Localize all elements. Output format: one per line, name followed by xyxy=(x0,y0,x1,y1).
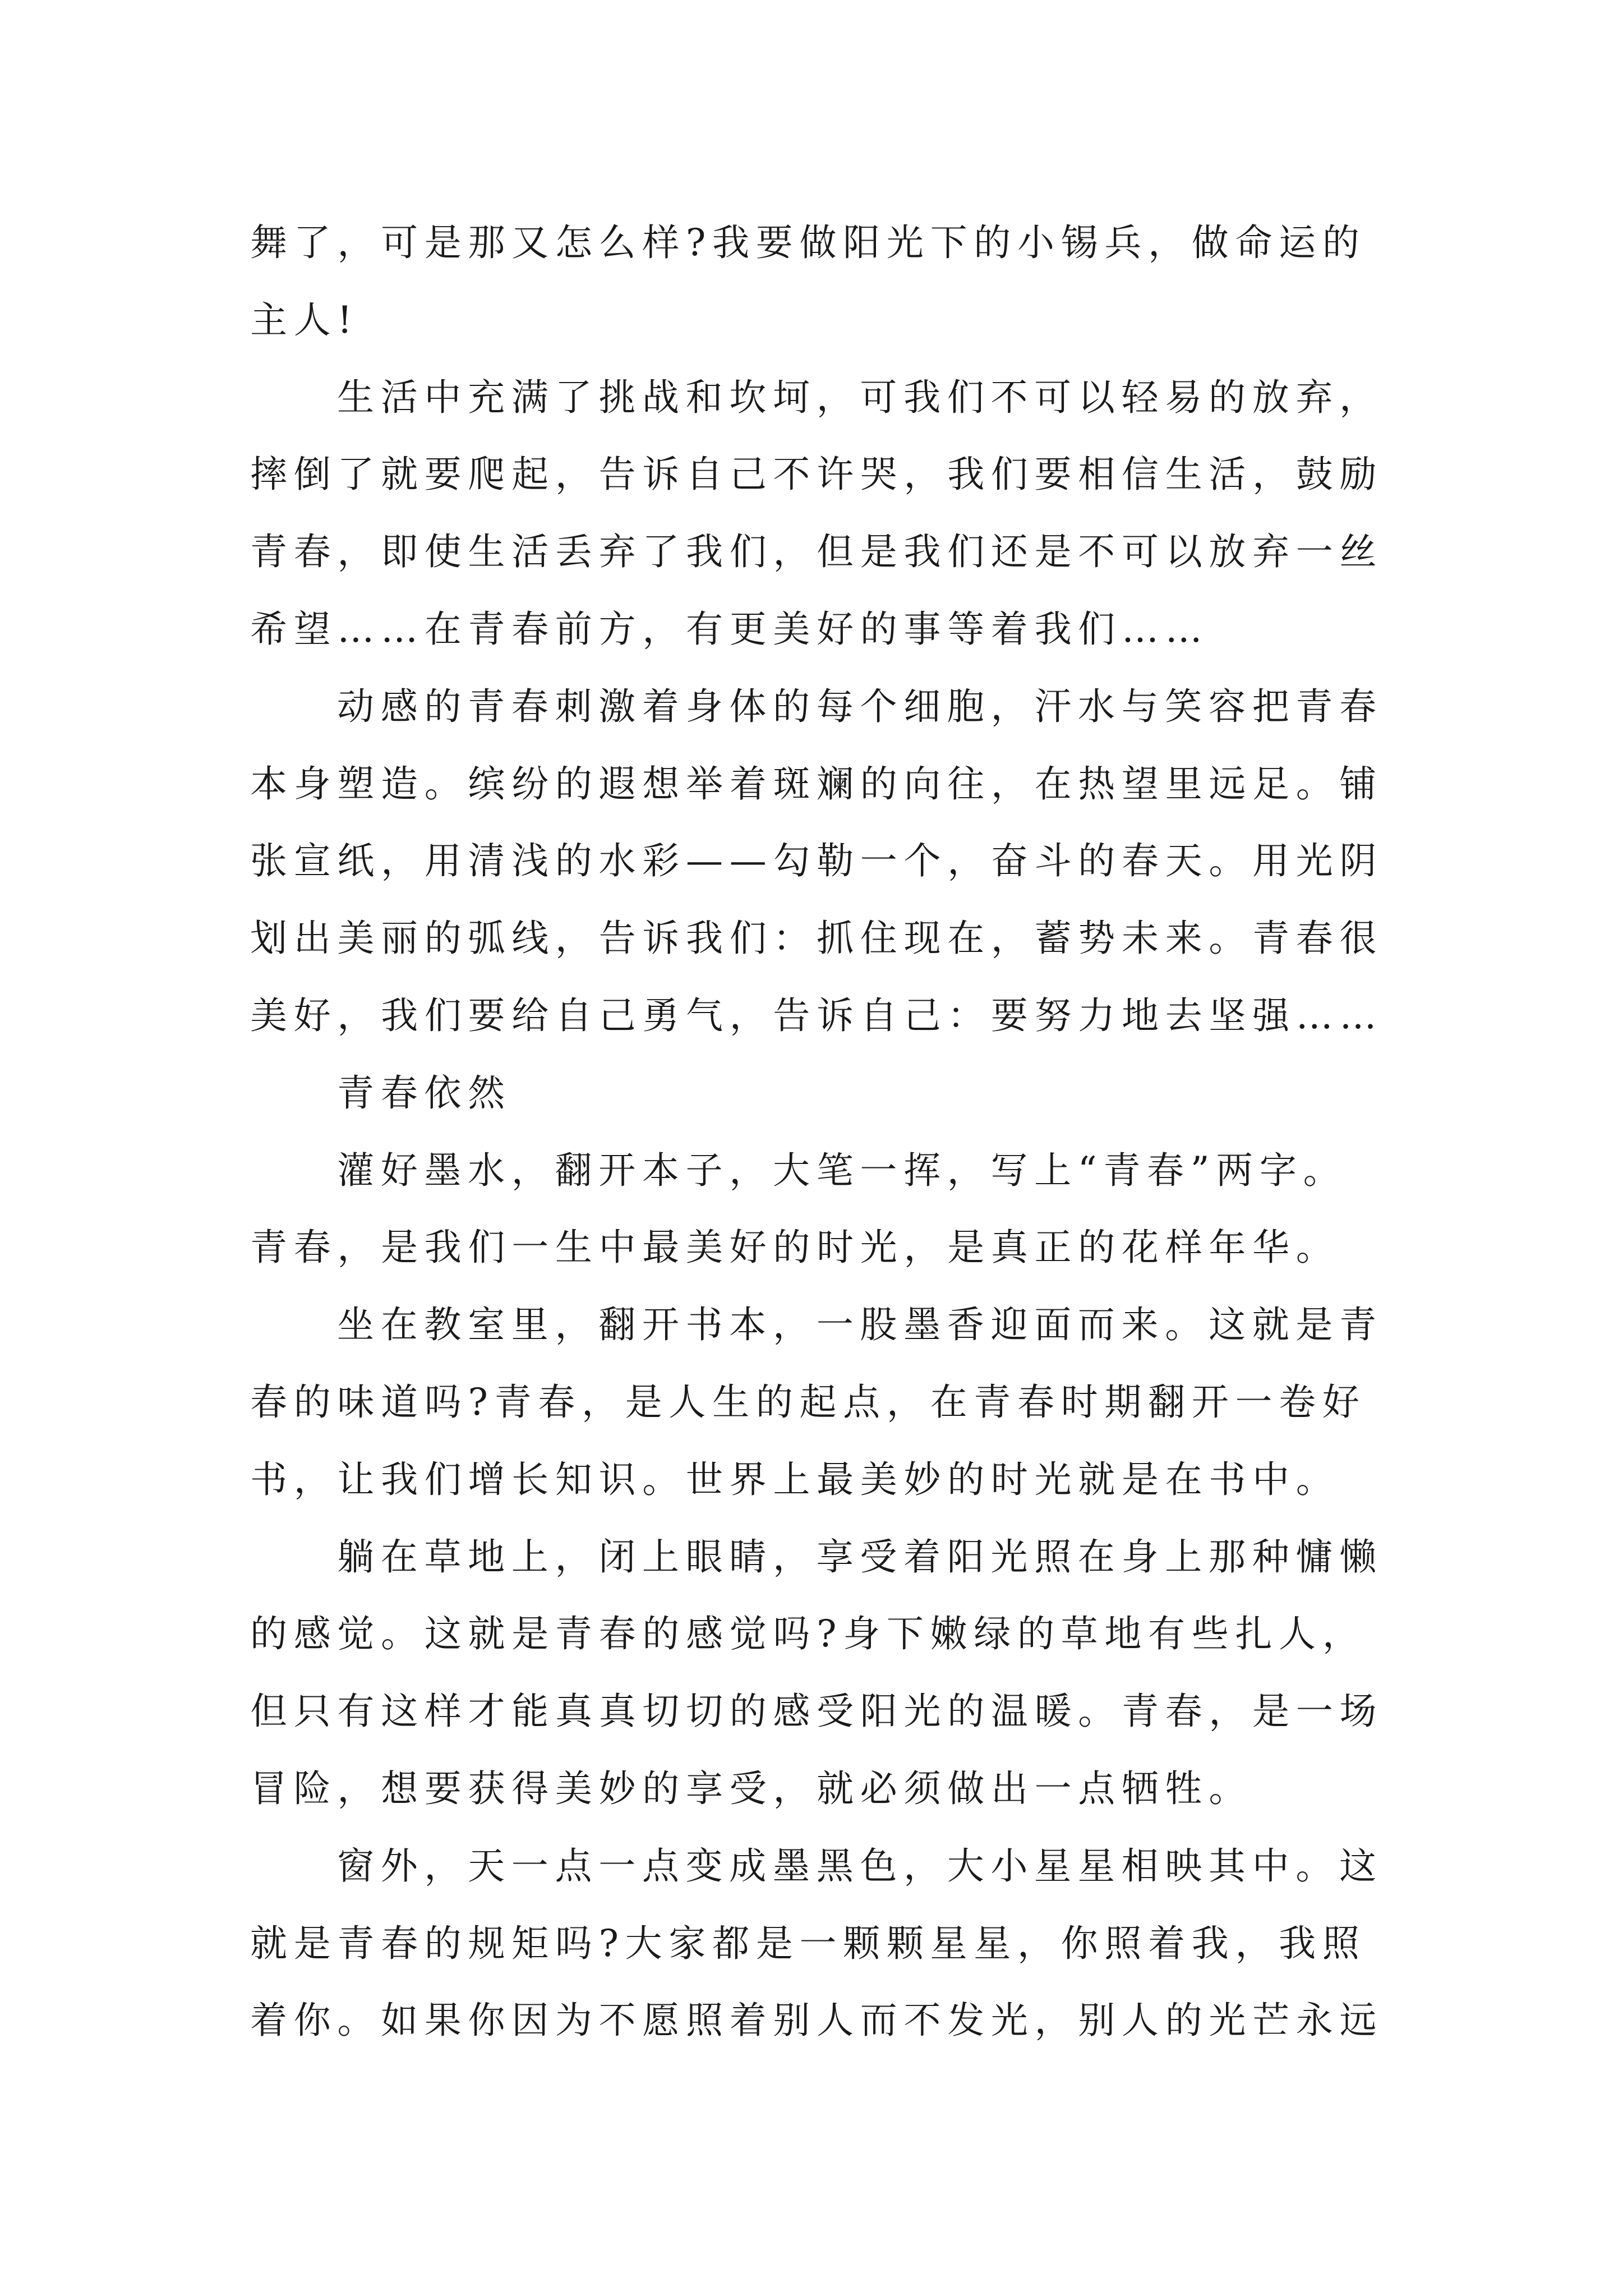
text-line: 希望……在青春前方，有更美好的事等着我们…… xyxy=(250,607,1209,651)
text-line: 本身塑造。缤纷的遐想举着斑斓的向往，在热望里远足。铺 xyxy=(250,762,1384,806)
text-line: 但只有这样才能真真切切的感受阳光的温暖。青春，是一场 xyxy=(250,1690,1384,1733)
text-line: 书，让我们增长知识。世界上最美妙的时光就是在书中。 xyxy=(250,1457,1340,1501)
text-line: 主人! xyxy=(250,298,359,342)
text-line: 的感觉。这就是青春的感觉吗?身下嫩绿的草地有些扎人， xyxy=(250,1612,1366,1656)
text-line: 摔倒了就要爬起，告诉自己不许哭，我们要相信生活，鼓励 xyxy=(250,453,1384,496)
text-line: 美好，我们要给自己勇气，告诉自己：要努力地去坚强…… xyxy=(250,993,1384,1037)
text-line: 就是青春的规矩吗?大家都是一颗颗星星，你照着我，我照 xyxy=(250,1921,1366,1965)
text-line: 坐在教室里，翻开书本，一股墨香迎面而来。这就是青 xyxy=(337,1303,1383,1347)
text-line: 窗外，天一点一点变成墨黑色，大小星星相映其中。这 xyxy=(337,1844,1383,1888)
text-line: 灌好墨水，翻开本子，大笔一挥，写上“青春”两字。 xyxy=(337,1148,1347,1192)
text-line: 舞了，可是那又怎么样?我要做阳光下的小锡兵，做命运的 xyxy=(250,221,1366,264)
body-text xyxy=(250,204,1389,2059)
text-line: 动感的青春刺激着身体的每个细胞，汗水与笑容把青春 xyxy=(337,684,1383,728)
text-line: 青春，即使生活丢弃了我们，但是我们还是不可以放弃一丝 xyxy=(250,530,1384,574)
section-heading: 青春依然 xyxy=(337,1071,511,1115)
text-line: 躺在草地上，闭上眼睛，享受着阳光照在身上那种慵懒 xyxy=(337,1535,1383,1579)
text-line: 生活中充满了挑战和坎坷，可我们不可以轻易的放弃， xyxy=(337,375,1383,419)
text-line: 张宣纸，用清浅的水彩——勾勒一个，奋斗的春天。用光阴 xyxy=(250,839,1384,883)
text-line: 冒险，想要获得美妙的享受，就必须做出一点牺牲。 xyxy=(250,1766,1253,1810)
text-line: 划出美丽的弧线，告诉我们：抓住现在，蓄势未来。青春很 xyxy=(250,917,1384,960)
text-line: 春的味道吗?青春，是人生的起点，在青春时期翻开一卷好 xyxy=(250,1380,1366,1424)
text-line: 青春，是我们一生中最美好的时光，是真正的花样年华。 xyxy=(250,1226,1340,1269)
text-line: 着你。如果你因为不愿照着别人而不发光，别人的光芒永远 xyxy=(250,1999,1384,2042)
